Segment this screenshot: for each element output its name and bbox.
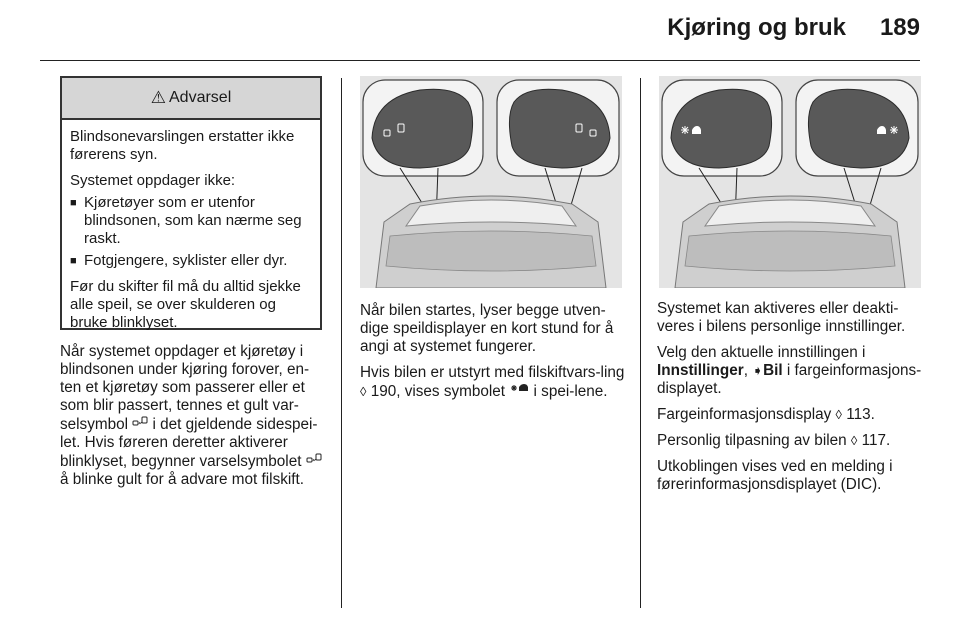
paragraph: Når bilen startes, lyser begge utven-dige speildisplayer en kort stund for å angi at systemet fungerer.: [360, 302, 614, 355]
paragraph: [657, 406, 927, 424]
warning-title: Advarsel: [169, 89, 232, 106]
warning-list: [70, 194, 312, 270]
text-span: Hvis bilen er utstyrt med filskiftvars-ling: [360, 364, 625, 381]
mirror-illustration-1: [360, 76, 622, 288]
warning-box: [60, 76, 322, 330]
column-1-text: [60, 343, 330, 497]
blind-spot-warning-icon: [306, 452, 322, 464]
blind-spot-warning-icon: [132, 415, 148, 427]
column-divider-1: [341, 78, 342, 608]
menu-path-vehicle: Bil: [763, 362, 783, 379]
page-reference[interactable]: 113.: [846, 406, 875, 423]
list-item: ■ Fotgjengere, syklister eller dyr.: [70, 252, 312, 270]
page-reference-icon: ◊: [360, 384, 367, 399]
text-span: Velg den aktuelle innstillingen i: [657, 344, 866, 361]
warning-text: Systemet oppdager ikke:: [70, 172, 236, 189]
column-3-text: [657, 300, 927, 502]
mirror-car-image: [659, 76, 921, 288]
text-span: Fargeinformasjonsdisplay: [657, 406, 832, 423]
page-reference-icon: ◊: [835, 407, 842, 422]
list-item: ■ Kjøretøyer som er utenfor blindsonen, som kan nærme seg raskt.: [70, 194, 312, 248]
warning-header: [62, 78, 320, 120]
page-title: Kjøring og bruk: [667, 14, 846, 41]
text-span: i spei-lene.: [533, 383, 608, 400]
paragraph: [657, 432, 927, 450]
page-reference-icon: ◊: [850, 433, 858, 448]
page-reference[interactable]: 190: [370, 383, 397, 400]
text-span: i det gjeldende sidespei-let. Hvis føreren deretter aktiverer blinklyset, begynner varselsymbolet: [60, 416, 318, 470]
menu-path-settings: Innstillinger: [657, 362, 744, 379]
paragraph: [360, 364, 626, 401]
page-number: 189: [879, 14, 920, 41]
text-span: Når systemet oppdager et kjøretøy i blindsonen under kjøring forover, en-ten et kjøretøy som passerer eller et som blir passert, tennes et gult var-selsymbol: [60, 343, 310, 433]
paragraph: Systemet kan aktiveres eller deakti-veres i bilens personlige innstillinger.: [657, 300, 906, 335]
paragraph: [60, 343, 330, 489]
paragraph: Velg den aktuelle innstillingen i Innstillinger, ➧Bil i fargeinformasjons-displayet.: [657, 344, 922, 397]
text-span: i fargeinformasjons-displayet.: [657, 362, 922, 397]
page-header: [667, 14, 920, 42]
lane-change-warning-icon: [509, 382, 529, 394]
header-divider: [40, 60, 920, 61]
menu-arrow-icon: ➧: [752, 363, 764, 378]
page-reference[interactable]: 117.: [861, 432, 891, 449]
text-span: Personlig tilpasning av bilen: [657, 432, 847, 449]
column-divider-2: [640, 78, 641, 608]
text-span: , vises symbolet: [396, 383, 506, 400]
warning-text: Blindsonevarslingen erstatter ikke førerens syn.: [70, 128, 295, 163]
mirror-illustration-2: [659, 76, 921, 288]
paragraph: Utkoblingen vises ved en melding i førerinformasjonsdisplayet (DIC).: [657, 458, 893, 493]
warning-triangle-icon: ⚠: [150, 88, 166, 107]
column-2-text: [360, 302, 626, 409]
mirror-car-image: [360, 76, 622, 288]
text-span: å blinke gult for å advare mot filskift.: [60, 471, 305, 488]
warning-body: [62, 120, 320, 332]
warning-text: Før du skifter fil må du alltid sjekke alle speil, se over skulderen og bruke blinklyset.: [70, 278, 301, 331]
